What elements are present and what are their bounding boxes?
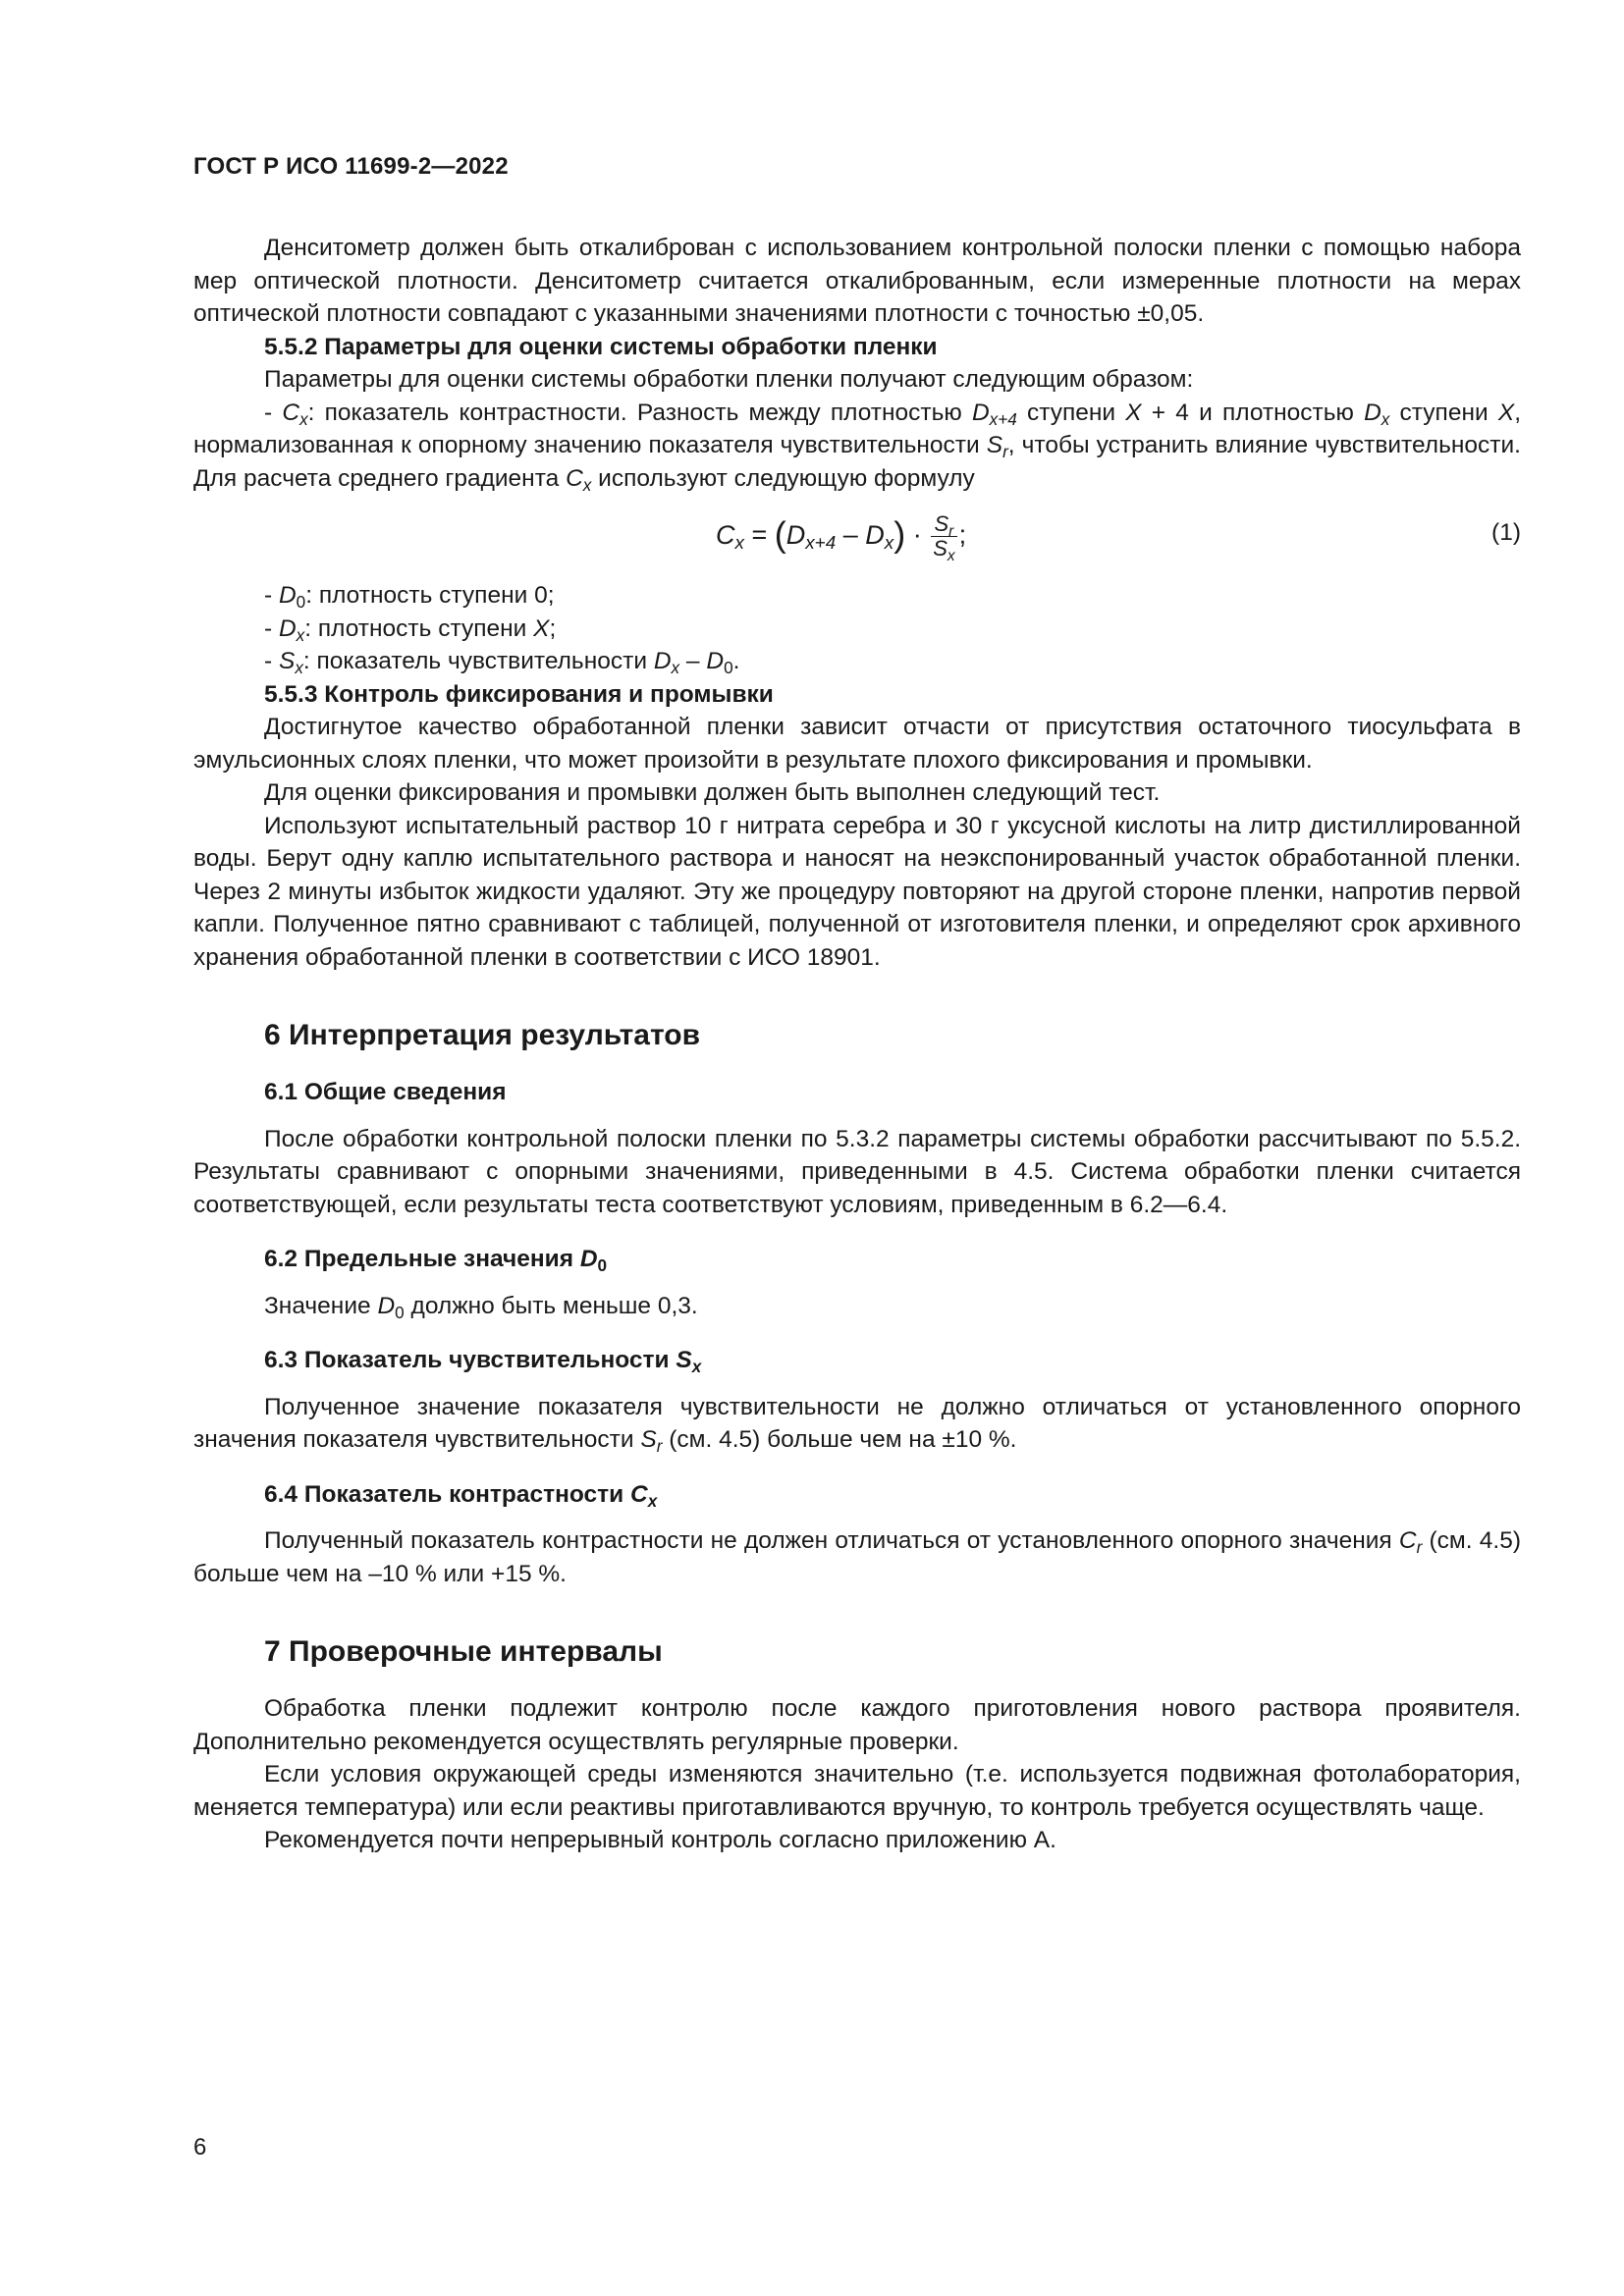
section-5-5-3-heading: 5.5.3 Контроль фиксирования и промывки	[264, 680, 774, 708]
paragraph-densitometer: Денситометр должен быть откалиброван с использованием контрольной полоски пленки с помощью набора мер оптической плотности. Денситометр считается откалиброванным, если измеренные плотности на мерах оптической плотности совпадают с указанными значениями плотности с точностью ±0,05.	[193, 235, 1521, 327]
paragraph-7-1: Обработка пленки подлежит контролю после каждого приготовления нового раствора проявителя. Дополнительно рекомендуется осуществлять регулярные проверки.	[193, 1695, 1521, 1755]
document-body	[193, 232, 1521, 1857]
list-item-d0: - $D_0$: плотность ступени 0;	[264, 582, 555, 612]
paragraph-553-1: Достигнутое качество обработанной пленки зависит отчасти от присутствия остаточного тиосульфата в эмульсионных слоях пленки, что может произойти в результате плохого фиксирования и промывки.	[193, 714, 1521, 774]
list-item-sx: - $S_x$: показатель чувствительности $D_x - D_0$.	[264, 648, 740, 677]
list-item-cx: - $C_x$: показатель контрастности. Разность между плотностью $D_{x+4}$ ступени X + 4 и плотностью $D_x$ ступени X, нормализованная к опорному значению показателя чувствительности $S_r$, чтобы устранить влияние чувствительности. Для расчета среднего градиента $C_x$ используют следующую формулу	[193, 399, 1522, 495]
list-item-dx: - $D_x$: плотность ступени X;	[264, 614, 557, 645]
formula-number: (1)	[1491, 519, 1521, 546]
formula-1	[193, 495, 1521, 579]
section-5-5-2-heading: 5.5.2 Параметры для оценки системы обработки пленки	[264, 333, 938, 360]
section-6-1-heading: 6.1 Общие сведения	[264, 1079, 507, 1105]
paragraph-7-3: Рекомендуется почти непрерывный контроль согласно приложению А.	[264, 1827, 1056, 1853]
paragraph-6-2: Значение $D_0$ должно быть меньше 0,3.	[264, 1292, 698, 1322]
paragraph-552-intro: Параметры для оценки системы обработки пленки получают следующим образом:	[264, 366, 1194, 393]
paragraph-553-3: Используют испытательный раствор 10 г нитрата серебра и 30 г уксусной кислоты на литр дистиллированной воды. Берут одну каплю испытательного раствора и наносят на неэкспонированный участок обработанной пленки. Через 2 минуты избыток жидкости удаляют. Эту же процедуру повторяют на другой стороне пленки, напротив первой капли. Полученное пятно сравнивают с таблицей, полученной от изготовителя пленки, и определяют срок архивного хранения обработанной пленки в соответствии с ИСО 18901.	[193, 812, 1521, 971]
section-6-2-heading: 6.2 Предельные значения $D_0$	[264, 1246, 608, 1275]
page-number: 6	[193, 2134, 207, 2161]
paragraph-553-2: Для оценки фиксирования и промывки должен быть выполнен следующий тест.	[264, 779, 1161, 806]
paragraph-7-2: Если условия окружающей среды изменяются значительно (т.е. используется подвижная фотолаборатория, меняется температура) или если реактивы приготавливаются вручную, то контроль требуется осуществлять чаще.	[193, 1761, 1521, 1821]
paragraph-6-4: Полученный показатель контрастности не должен отличаться от установленного опорного значения $C_r$ (см. 4.5) больше чем на –10 % или +15 %.	[193, 1527, 1522, 1587]
section-6-3-heading: 6.3 Показатель чувствительности $S_x$	[264, 1347, 702, 1376]
section-6-heading: 6 Интерпретация результатов	[264, 1019, 701, 1051]
document-header: ГОСТ Р ИСО 11699-2—2022	[193, 153, 509, 180]
formula-expression: $C_x = (D_{x+4} - D_x)$ · $\frac{S_r}{S_x}$ ;	[716, 511, 967, 564]
section-7-heading: 7 Проверочные интервалы	[264, 1635, 663, 1668]
section-6-4-heading: 6.4 Показатель контрастности $C_x$	[264, 1480, 658, 1511]
paragraph-6-1: После обработки контрольной полоски пленки по 5.3.2 параметры системы обработки рассчитывают по 5.5.2. Результаты сравнивают с опорными значениями, приведенными в 4.5. Система обработки пленки считается соответствующей, если результаты теста соответствуют условиям, приведенным в 6.2—6.4.	[193, 1125, 1521, 1218]
paragraph-6-3: Полученное значение показателя чувствительности не должно отличаться от установленного опорного значения показателя чувствительности $S_r$ (см. 4.5) больше чем на ±10 %.	[193, 1393, 1521, 1456]
